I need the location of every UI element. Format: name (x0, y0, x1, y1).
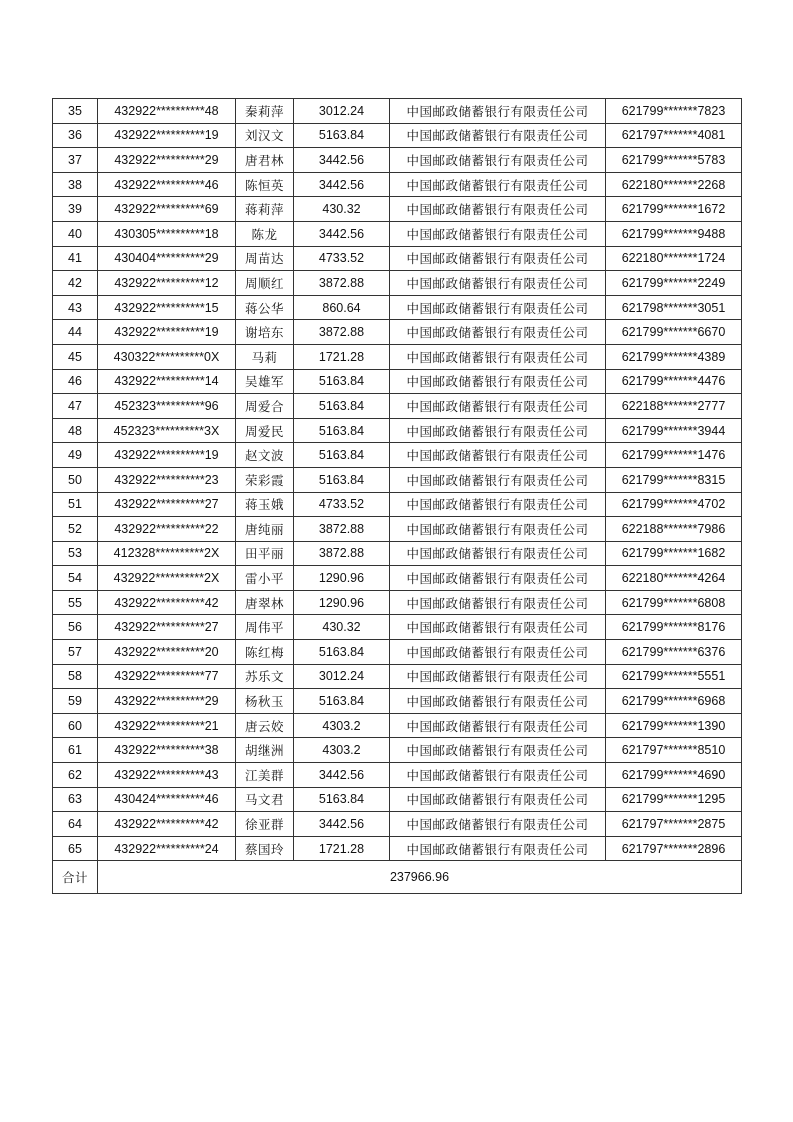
id-number-cell: 432922**********27 (98, 492, 236, 517)
bank-cell: 中国邮政储蓄银行有限责任公司 (390, 369, 606, 394)
table-row (53, 689, 742, 714)
row-number-cell: 51 (53, 492, 98, 517)
table-row (53, 271, 742, 296)
row-number-cell: 64 (53, 812, 98, 837)
account-number-cell: 621799*******9488 (606, 221, 742, 246)
bank-cell: 中国邮政储蓄银行有限责任公司 (390, 836, 606, 861)
bank-cell: 中国邮政储蓄银行有限责任公司 (390, 271, 606, 296)
row-number-cell: 56 (53, 615, 98, 640)
row-number-cell: 39 (53, 197, 98, 222)
name-cell: 周爱合 (236, 394, 294, 419)
amount-cell: 5163.84 (294, 689, 390, 714)
id-number-cell: 432922**********27 (98, 615, 236, 640)
name-cell: 陈龙 (236, 221, 294, 246)
amount-cell: 5163.84 (294, 443, 390, 468)
name-cell: 周顺红 (236, 271, 294, 296)
table-row (53, 123, 742, 148)
bank-cell: 中国邮政储蓄银行有限责任公司 (390, 590, 606, 615)
name-cell: 周伟平 (236, 615, 294, 640)
row-number-cell: 35 (53, 99, 98, 124)
amount-cell: 3872.88 (294, 517, 390, 542)
amount-cell: 3872.88 (294, 271, 390, 296)
id-number-cell: 432922**********14 (98, 369, 236, 394)
table-row (53, 713, 742, 738)
row-number-cell: 65 (53, 836, 98, 861)
id-number-cell: 432922**********20 (98, 640, 236, 665)
row-number-cell: 63 (53, 787, 98, 812)
amount-cell: 3442.56 (294, 172, 390, 197)
name-cell: 马莉 (236, 344, 294, 369)
account-number-cell: 621799*******6968 (606, 689, 742, 714)
name-cell: 赵文波 (236, 443, 294, 468)
id-number-cell: 430322**********0X (98, 344, 236, 369)
name-cell: 周苗达 (236, 246, 294, 271)
table-row (53, 763, 742, 788)
id-number-cell: 432922**********19 (98, 123, 236, 148)
name-cell: 蒋公华 (236, 295, 294, 320)
table-row (53, 369, 742, 394)
bank-cell: 中国邮政储蓄银行有限责任公司 (390, 467, 606, 492)
row-number-cell: 46 (53, 369, 98, 394)
account-number-cell: 621797*******2875 (606, 812, 742, 837)
total-row (53, 861, 742, 894)
table-row (53, 197, 742, 222)
account-number-cell: 621799*******4690 (606, 763, 742, 788)
bank-cell: 中国邮政储蓄银行有限责任公司 (390, 443, 606, 468)
account-number-cell: 622180*******2268 (606, 172, 742, 197)
table-row (53, 664, 742, 689)
amount-cell: 1721.28 (294, 344, 390, 369)
row-number-cell: 36 (53, 123, 98, 148)
id-number-cell: 432922**********12 (98, 271, 236, 296)
table-row (53, 148, 742, 173)
amount-cell: 3012.24 (294, 664, 390, 689)
name-cell: 马文君 (236, 787, 294, 812)
row-number-cell: 49 (53, 443, 98, 468)
id-number-cell: 432922**********77 (98, 664, 236, 689)
account-number-cell: 621799*******4389 (606, 344, 742, 369)
name-cell: 苏乐文 (236, 664, 294, 689)
account-number-cell: 622188*******2777 (606, 394, 742, 419)
amount-cell: 5163.84 (294, 787, 390, 812)
bank-cell: 中国邮政储蓄银行有限责任公司 (390, 99, 606, 124)
name-cell: 杨秋玉 (236, 689, 294, 714)
bank-cell: 中国邮政储蓄银行有限责任公司 (390, 197, 606, 222)
amount-cell: 3442.56 (294, 763, 390, 788)
id-number-cell: 432922**********38 (98, 738, 236, 763)
total-value: 237966.96 (98, 861, 742, 894)
amount-cell: 4303.2 (294, 713, 390, 738)
account-number-cell: 621799*******5783 (606, 148, 742, 173)
account-number-cell: 621798*******3051 (606, 295, 742, 320)
name-cell: 唐君林 (236, 148, 294, 173)
account-number-cell: 621797*******4081 (606, 123, 742, 148)
bank-cell: 中国邮政储蓄银行有限责任公司 (390, 664, 606, 689)
account-number-cell: 622180*******1724 (606, 246, 742, 271)
account-number-cell: 621799*******1682 (606, 541, 742, 566)
id-number-cell: 432922**********48 (98, 99, 236, 124)
name-cell: 田平丽 (236, 541, 294, 566)
bank-cell: 中国邮政储蓄银行有限责任公司 (390, 517, 606, 542)
bank-cell: 中国邮政储蓄银行有限责任公司 (390, 738, 606, 763)
bank-cell: 中国邮政储蓄银行有限责任公司 (390, 713, 606, 738)
row-number-cell: 58 (53, 664, 98, 689)
name-cell: 刘汉文 (236, 123, 294, 148)
id-number-cell: 430305**********18 (98, 221, 236, 246)
table-row (53, 467, 742, 492)
bank-cell: 中国邮政储蓄银行有限责任公司 (390, 344, 606, 369)
id-number-cell: 432922**********29 (98, 689, 236, 714)
amount-cell: 430.32 (294, 615, 390, 640)
account-number-cell: 621799*******1295 (606, 787, 742, 812)
name-cell: 蔡国玲 (236, 836, 294, 861)
table-row (53, 418, 742, 443)
account-number-cell: 621799*******2249 (606, 271, 742, 296)
id-number-cell: 430424**********46 (98, 787, 236, 812)
name-cell: 周爱民 (236, 418, 294, 443)
id-number-cell: 432922**********24 (98, 836, 236, 861)
bank-cell: 中国邮政储蓄银行有限责任公司 (390, 763, 606, 788)
name-cell: 吴雄军 (236, 369, 294, 394)
table-row (53, 443, 742, 468)
name-cell: 雷小平 (236, 566, 294, 591)
amount-cell: 3442.56 (294, 812, 390, 837)
name-cell: 陈红梅 (236, 640, 294, 665)
id-number-cell: 432922**********29 (98, 148, 236, 173)
table-row (53, 615, 742, 640)
name-cell: 徐亚群 (236, 812, 294, 837)
table-row (53, 541, 742, 566)
amount-cell: 5163.84 (294, 640, 390, 665)
row-number-cell: 60 (53, 713, 98, 738)
account-number-cell: 621799*******1476 (606, 443, 742, 468)
id-number-cell: 432922**********23 (98, 467, 236, 492)
account-number-cell: 621799*******1672 (606, 197, 742, 222)
amount-cell: 1721.28 (294, 836, 390, 861)
table-row (53, 812, 742, 837)
amount-cell: 4303.2 (294, 738, 390, 763)
bank-cell: 中国邮政储蓄银行有限责任公司 (390, 812, 606, 837)
bank-cell: 中国邮政储蓄银行有限责任公司 (390, 246, 606, 271)
row-number-cell: 38 (53, 172, 98, 197)
id-number-cell: 432922**********19 (98, 320, 236, 345)
id-number-cell: 432922**********42 (98, 812, 236, 837)
total-label: 合计 (53, 861, 98, 894)
name-cell: 胡继洲 (236, 738, 294, 763)
bank-cell: 中国邮政储蓄银行有限责任公司 (390, 615, 606, 640)
row-number-cell: 62 (53, 763, 98, 788)
bank-cell: 中国邮政储蓄银行有限责任公司 (390, 640, 606, 665)
row-number-cell: 44 (53, 320, 98, 345)
amount-cell: 4733.52 (294, 246, 390, 271)
name-cell: 蒋莉萍 (236, 197, 294, 222)
amount-cell: 3442.56 (294, 221, 390, 246)
amount-cell: 5163.84 (294, 369, 390, 394)
id-number-cell: 432922**********2X (98, 566, 236, 591)
row-number-cell: 54 (53, 566, 98, 591)
row-number-cell: 61 (53, 738, 98, 763)
amount-cell: 430.32 (294, 197, 390, 222)
amount-cell: 3872.88 (294, 320, 390, 345)
table-row (53, 172, 742, 197)
name-cell: 荣彩霞 (236, 467, 294, 492)
bank-cell: 中国邮政储蓄银行有限责任公司 (390, 418, 606, 443)
table-body (53, 99, 742, 861)
table-row (53, 221, 742, 246)
bank-cell: 中国邮政储蓄银行有限责任公司 (390, 541, 606, 566)
name-cell: 唐云姣 (236, 713, 294, 738)
row-number-cell: 52 (53, 517, 98, 542)
bank-cell: 中国邮政储蓄银行有限责任公司 (390, 566, 606, 591)
table-row (53, 590, 742, 615)
bank-cell: 中国邮政储蓄银行有限责任公司 (390, 492, 606, 517)
table-row (53, 99, 742, 124)
id-number-cell: 432922**********46 (98, 172, 236, 197)
bank-cell: 中国邮政储蓄银行有限责任公司 (390, 148, 606, 173)
id-number-cell: 452323**********3X (98, 418, 236, 443)
row-number-cell: 41 (53, 246, 98, 271)
bank-cell: 中国邮政储蓄银行有限责任公司 (390, 172, 606, 197)
account-number-cell: 621799*******4476 (606, 369, 742, 394)
id-number-cell: 432922**********42 (98, 590, 236, 615)
table-row (53, 640, 742, 665)
account-number-cell: 621799*******8176 (606, 615, 742, 640)
table-row (53, 787, 742, 812)
bank-cell: 中国邮政储蓄银行有限责任公司 (390, 221, 606, 246)
name-cell: 唐纯丽 (236, 517, 294, 542)
name-cell: 陈恒英 (236, 172, 294, 197)
amount-cell: 860.64 (294, 295, 390, 320)
bank-cell: 中国邮政储蓄银行有限责任公司 (390, 123, 606, 148)
account-number-cell: 621797*******2896 (606, 836, 742, 861)
table-row (53, 246, 742, 271)
bank-cell: 中国邮政储蓄银行有限责任公司 (390, 295, 606, 320)
table-row (53, 394, 742, 419)
table-row (53, 517, 742, 542)
account-number-cell: 621799*******7823 (606, 99, 742, 124)
account-number-cell: 621799*******1390 (606, 713, 742, 738)
amount-cell: 5163.84 (294, 394, 390, 419)
id-number-cell: 432922**********19 (98, 443, 236, 468)
account-number-cell: 621799*******6376 (606, 640, 742, 665)
row-number-cell: 59 (53, 689, 98, 714)
account-number-cell: 621799*******8315 (606, 467, 742, 492)
row-number-cell: 42 (53, 271, 98, 296)
amount-cell: 5163.84 (294, 123, 390, 148)
row-number-cell: 53 (53, 541, 98, 566)
bank-cell: 中国邮政储蓄银行有限责任公司 (390, 689, 606, 714)
amount-cell: 1290.96 (294, 566, 390, 591)
account-number-cell: 621799*******5551 (606, 664, 742, 689)
table-row (53, 320, 742, 345)
id-number-cell: 412328**********2X (98, 541, 236, 566)
table-row (53, 738, 742, 763)
account-number-cell: 621799*******4702 (606, 492, 742, 517)
id-number-cell: 432922**********21 (98, 713, 236, 738)
account-number-cell: 621797*******8510 (606, 738, 742, 763)
row-number-cell: 40 (53, 221, 98, 246)
account-number-cell: 622180*******4264 (606, 566, 742, 591)
table-row (53, 492, 742, 517)
row-number-cell: 37 (53, 148, 98, 173)
subsidy-payment-table (52, 98, 742, 894)
bank-cell: 中国邮政储蓄银行有限责任公司 (390, 787, 606, 812)
id-number-cell: 432922**********15 (98, 295, 236, 320)
table-row (53, 344, 742, 369)
amount-cell: 3012.24 (294, 99, 390, 124)
row-number-cell: 43 (53, 295, 98, 320)
name-cell: 谢培东 (236, 320, 294, 345)
account-number-cell: 621799*******3944 (606, 418, 742, 443)
bank-cell: 中国邮政储蓄银行有限责任公司 (390, 320, 606, 345)
name-cell: 江美群 (236, 763, 294, 788)
account-number-cell: 621799*******6670 (606, 320, 742, 345)
row-number-cell: 55 (53, 590, 98, 615)
row-number-cell: 57 (53, 640, 98, 665)
row-number-cell: 48 (53, 418, 98, 443)
id-number-cell: 432922**********22 (98, 517, 236, 542)
account-number-cell: 621799*******6808 (606, 590, 742, 615)
amount-cell: 5163.84 (294, 467, 390, 492)
row-number-cell: 47 (53, 394, 98, 419)
name-cell: 唐翠林 (236, 590, 294, 615)
amount-cell: 5163.84 (294, 418, 390, 443)
id-number-cell: 430404**********29 (98, 246, 236, 271)
amount-cell: 1290.96 (294, 590, 390, 615)
id-number-cell: 432922**********43 (98, 763, 236, 788)
name-cell: 秦莉萍 (236, 99, 294, 124)
name-cell: 蒋玉娥 (236, 492, 294, 517)
id-number-cell: 452323**********96 (98, 394, 236, 419)
table-row (53, 566, 742, 591)
bank-cell: 中国邮政储蓄银行有限责任公司 (390, 394, 606, 419)
table-row (53, 295, 742, 320)
id-number-cell: 432922**********69 (98, 197, 236, 222)
row-number-cell: 50 (53, 467, 98, 492)
amount-cell: 3872.88 (294, 541, 390, 566)
account-number-cell: 622188*******7986 (606, 517, 742, 542)
amount-cell: 4733.52 (294, 492, 390, 517)
amount-cell: 3442.56 (294, 148, 390, 173)
row-number-cell: 45 (53, 344, 98, 369)
table-row (53, 836, 742, 861)
